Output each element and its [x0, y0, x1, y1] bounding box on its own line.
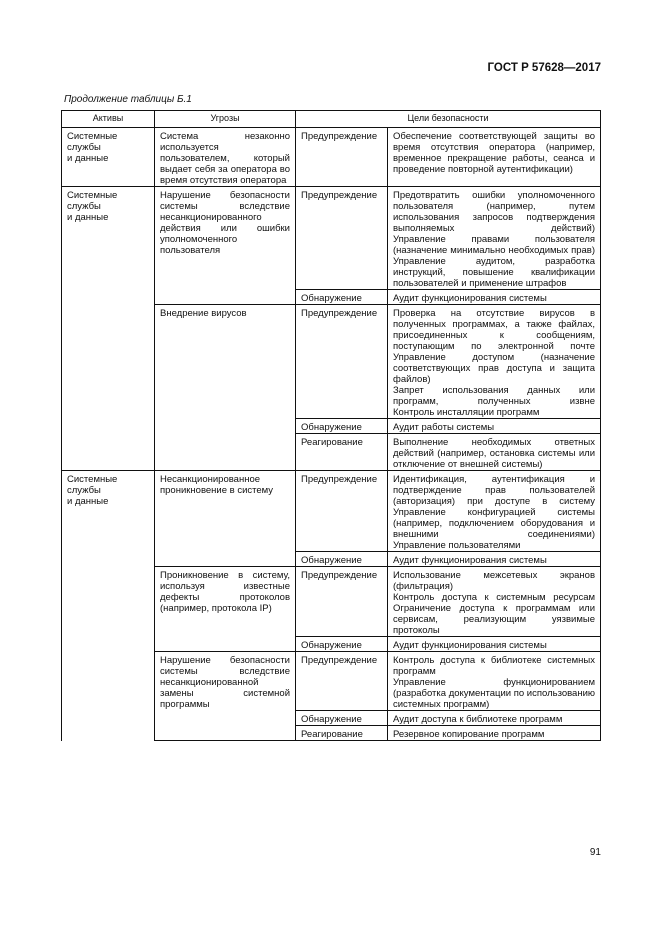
table-row — [62, 471, 601, 552]
goal-text-cell: Аудит функционирования системы — [388, 552, 601, 567]
table-row — [62, 187, 601, 290]
column-header-goals: Цели безопасности — [296, 111, 601, 128]
goal-text-cell: Идентификация, аутентификация и подтверждение прав пользователей (авторизация) при доступе в систему Управление конфигурацией системы (например, подключением оборудования и внешними соединениями) Управление пользователями — [388, 471, 601, 552]
goal-text-cell: Обеспечение соответствующей защиты во время отсутствия оператора (например, временное прекращение работы, сеанса и проведение повторной аутентификации) — [388, 128, 601, 187]
threat-cell: Нарушение безопасности системы вследствие несанкционированного действия или ошибки уполномоченного пользователя — [155, 187, 296, 305]
goal-type-cell: Предупреждение — [296, 652, 388, 711]
goal-text-cell: Контроль доступа к библиотеке системных программ Управление функционированием (разработка документации по использованию системных программ) — [388, 652, 601, 711]
goal-text-cell: Предотвратить ошибки уполномоченного пользователя (например, путем использования запросов подтверждения выполняемых действий) Управление правами пользователя (назначение минимально необходимых прав) Управление аудитом, разработка инструкций, повышение квалификации пользователей и применение штрафов — [388, 187, 601, 290]
table-caption: Продолжение таблицы Б.1 — [64, 94, 192, 105]
goal-text-cell: Аудит функционирования системы — [388, 637, 601, 652]
standard-number: ГОСТ Р 57628—2017 — [487, 62, 601, 74]
table-header-row — [62, 111, 601, 128]
column-header-threats: Угрозы — [155, 111, 296, 128]
asset-cell: Системные службы и данные — [62, 128, 155, 187]
goal-text-cell: Аудит работы системы — [388, 419, 601, 434]
threat-cell: Система незаконно используется пользователем, который выдает себя за оператора во время отсутствия оператора — [155, 128, 296, 187]
goal-type-cell: Обнаружение — [296, 552, 388, 567]
goal-text-cell: Использование межсетевых экранов (фильтрация) Контроль доступа к системным ресурсам Ограничение доступа к программам или сервисам, реализующим уязвимые протоколы — [388, 567, 601, 637]
goal-type-cell: Предупреждение — [296, 128, 388, 187]
goal-type-cell: Обнаружение — [296, 637, 388, 652]
goal-type-cell: Обнаружение — [296, 711, 388, 726]
goal-text-cell: Аудит функционирования системы — [388, 290, 601, 305]
goal-text-cell: Проверка на отсутствие вирусов в полученных программах, а также файлах, присоединенных к сообщениям, поступающим по электронной почте Управление доступом (назначение соответствующих прав доступа и защита файлов) Запрет использования данных или программ, полученных извне Контроль инсталляции программ — [388, 305, 601, 419]
goal-text-cell: Резервное копирование программ — [388, 726, 601, 741]
goal-type-cell: Реагирование — [296, 434, 388, 471]
asset-cell: Системные службы и данные — [62, 471, 155, 741]
goal-text-cell: Аудит доступа к библиотеке программ — [388, 711, 601, 726]
page-number: 91 — [589, 847, 601, 858]
goal-type-cell: Предупреждение — [296, 471, 388, 552]
threat-cell: Нарушение безопасности системы вследствие несанкционированной замены системной программы — [155, 652, 296, 741]
goal-type-cell: Реагирование — [296, 726, 388, 741]
threat-cell: Несанкционированное проникновение в систему — [155, 471, 296, 567]
asset-cell: Системные службы и данные — [62, 187, 155, 471]
threat-cell: Проникновение в систему, используя известные дефекты протоколов (например, протокола IP) — [155, 567, 296, 652]
table-body — [62, 128, 601, 741]
goal-type-cell: Предупреждение — [296, 187, 388, 290]
goal-type-cell: Предупреждение — [296, 305, 388, 419]
column-header-assets: Активы — [62, 111, 155, 128]
goal-type-cell: Обнаружение — [296, 290, 388, 305]
table-row — [62, 128, 601, 187]
goal-type-cell: Предупреждение — [296, 567, 388, 637]
threat-cell: Внедрение вирусов — [155, 305, 296, 471]
goal-type-cell: Обнаружение — [296, 419, 388, 434]
goal-text-cell: Выполнение необходимых ответных действий (например, остановка системы или отключение от внешней системы) — [388, 434, 601, 471]
security-goals-table — [61, 110, 601, 741]
